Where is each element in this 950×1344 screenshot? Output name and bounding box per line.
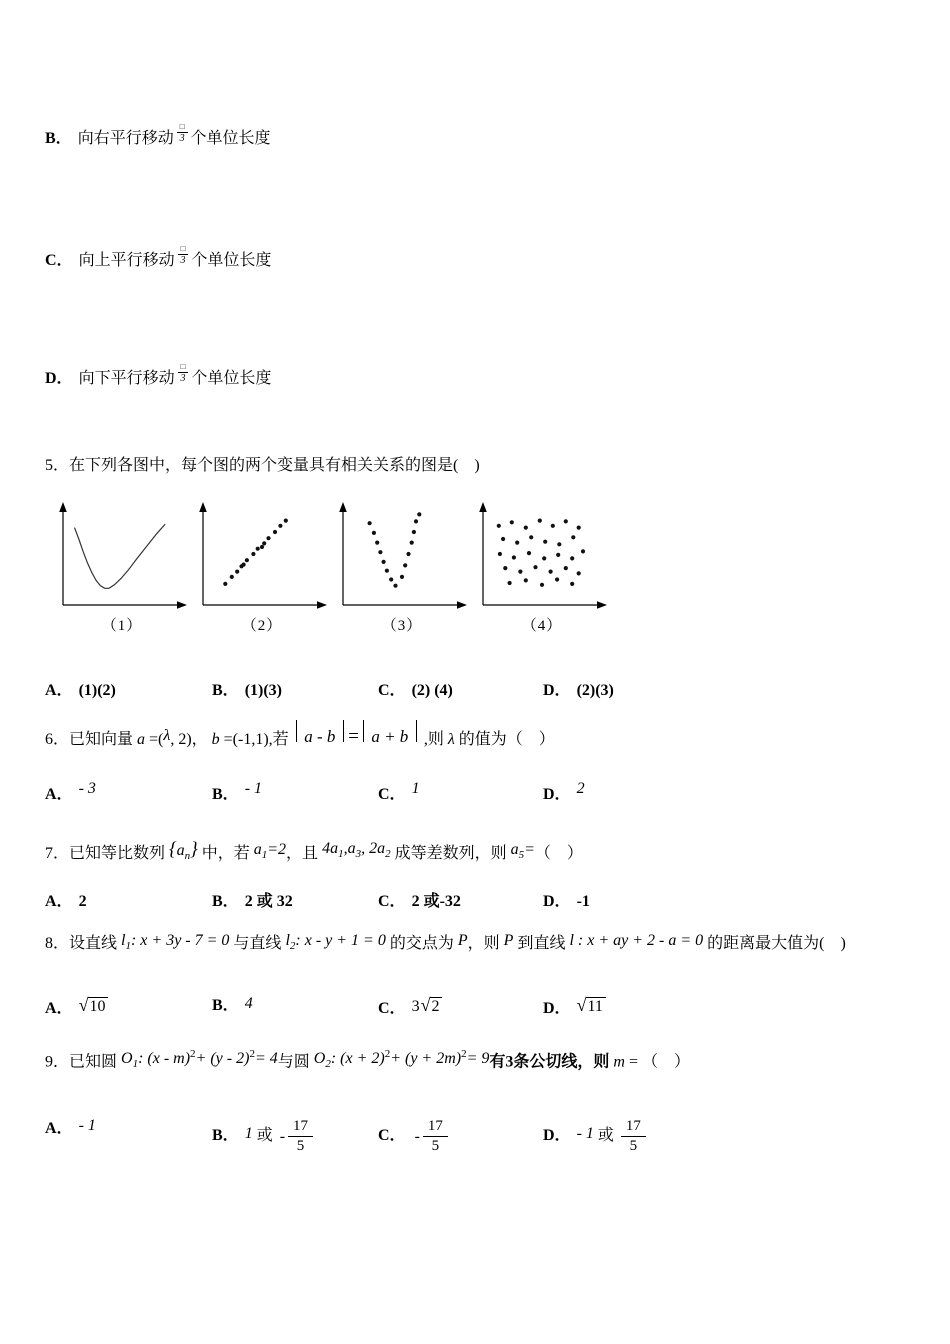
option-move-right [45,122,271,158]
question-5-stem: 5．在下列各图中，每个图的两个变量具有相关关系的图是( ) [45,457,480,474]
q6-option-B-value: - 1 [244,780,263,797]
fraction-numerator: □ [178,245,189,255]
q7-option-D-value: -1 [576,893,590,910]
q6-option-D-value: 2 [576,780,585,797]
fraction-denominator: 3 [180,373,186,384]
option-text-after: 个单位长度 [191,370,272,387]
q6-option-A-value: - 3 [78,780,96,797]
plot-4-scatter-chart [476,502,608,610]
q7-option-A: A． 2 [45,893,87,910]
option-letter: D． [45,370,73,387]
fraction-numerator: □ [177,123,188,133]
q8-option-B-value: 4 [244,995,253,1012]
q5-option-B: B． (1)(3) [212,682,282,699]
plot-1-label: （1） [101,618,143,634]
q8-option-D: D． √11 [543,995,606,1020]
q5-plots-row [56,502,608,635]
q6-option-C-value: 1 [411,780,420,797]
q8-option-C-value: 3√2 [412,1000,443,1017]
q5-option-D-value: (2)(3) [576,682,614,699]
plot-1-curve-chart [56,502,188,610]
q8-option-A: A． √10 [45,995,108,1020]
plot-panel-1 [56,502,188,635]
option-letter: B． [45,130,72,147]
fraction-over-3 [178,245,189,266]
plot-2-label: （2） [241,618,283,634]
q6-option-D: D． 2 [543,780,585,803]
q8-option-D-value: √11 [577,1000,606,1017]
plot-4-label: （4） [521,618,563,634]
q7-option-A-value: 2 [78,893,87,910]
q5-option-C-value: (2) (4) [411,682,453,699]
q9-option-A: A． - 1 [45,1117,96,1137]
q9-option-A-value: - 1 [78,1117,96,1134]
q5-option-A-value: (1)(2) [78,682,116,699]
q9-option-C: C． - $\frac{17}{5}$ [378,1118,451,1156]
plot-panel-3 [336,502,468,635]
plot-panel-4 [476,502,608,635]
option-text-after: 个单位长度 [190,130,271,147]
q6-option-C: C． 1 [378,780,420,803]
option-text-before: 向下平行移动 [78,370,175,387]
option-letter: C． [45,252,73,269]
question-8-stem: 8．设直线 $l_1$: x + 3y - 7 = 0 与直线 $l_2$: x - y + 1 = 0 的交点为 P，则 P 到直线 l : x + ay + 2 - a = 0 的距离最大值为( ) [45,932,846,953]
q9-option-B-value: 1 或 - $\frac{17}{5}$ [245,1127,316,1144]
plot-3-label: （3） [381,618,423,634]
plot-2-scatter-chart [196,502,328,610]
option-text-after: 个单位长度 [191,252,272,269]
q9-option-C-value: - $\frac{17}{5}$ [412,1127,451,1144]
q7-option-B-value: 2 或 32 [244,893,293,910]
q8-option-B: B． 4 [212,995,253,1014]
plot-panel-2 [196,502,328,635]
question-7-stem: 7．已知等比数列 $\{a_n\}$ 中，若 $a_1=2$，且 $4a_1,a_3$, $2a_2$ 成等差数列，则 $a_5=$（ ） [45,839,583,863]
q9-option-D-value: - 1 或 $\frac{17}{5}$ [577,1127,649,1144]
fraction-numerator: □ [178,363,189,373]
q6-option-A: A． - 3 [45,780,96,803]
fraction-denominator: 3 [180,255,186,266]
plot-3-scatter-chart [336,502,468,610]
fraction-over-3 [177,123,188,144]
q7-option-C: C． 2 或-32 [378,893,461,910]
q5-option-C: C． (2) (4) [378,682,453,699]
q8-option-A-value: √10 [79,1000,109,1017]
q5-option-B-value: (1)(3) [244,682,282,699]
q5-option-D: D． (2)(3) [543,682,614,699]
q9-option-B: B． 1 或 - $\frac{17}{5}$ [212,1118,316,1156]
fraction-over-3 [178,363,189,384]
q5-option-A: A． (1)(2) [45,682,116,699]
fraction-denominator: 3 [179,133,185,144]
option-text-before: 向上平行移动 [78,252,175,269]
option-move-up [45,244,272,280]
option-move-down [45,362,272,398]
q6-option-B: B． - 1 [212,780,263,803]
question-6-stem: 6．已知向量 a =(λ, 2)， b =(-1,1),若 a - b = a + b ,则 λ 的值为（ ） [45,722,555,752]
q7-option-C-value: 2 或-32 [411,893,461,910]
question-9-stem: 9．已知圆 $O_1$: (x - m)$^2$+ (y - 2)$^2$= 4与圆 $O_2$: $(x + 2)^2+ (y + 2m)^2= 9$有3条公切线，则 m = （ ） [45,1048,691,1071]
q9-option-D: D． - 1 或 $\frac{17}{5}$ [543,1118,649,1156]
q7-option-D: D． -1 [543,893,590,910]
option-text-before: 向右平行移动 [77,130,174,147]
q8-option-C: C． 3√2 [378,995,442,1020]
q7-option-B: B． 2 或 32 [212,893,293,910]
